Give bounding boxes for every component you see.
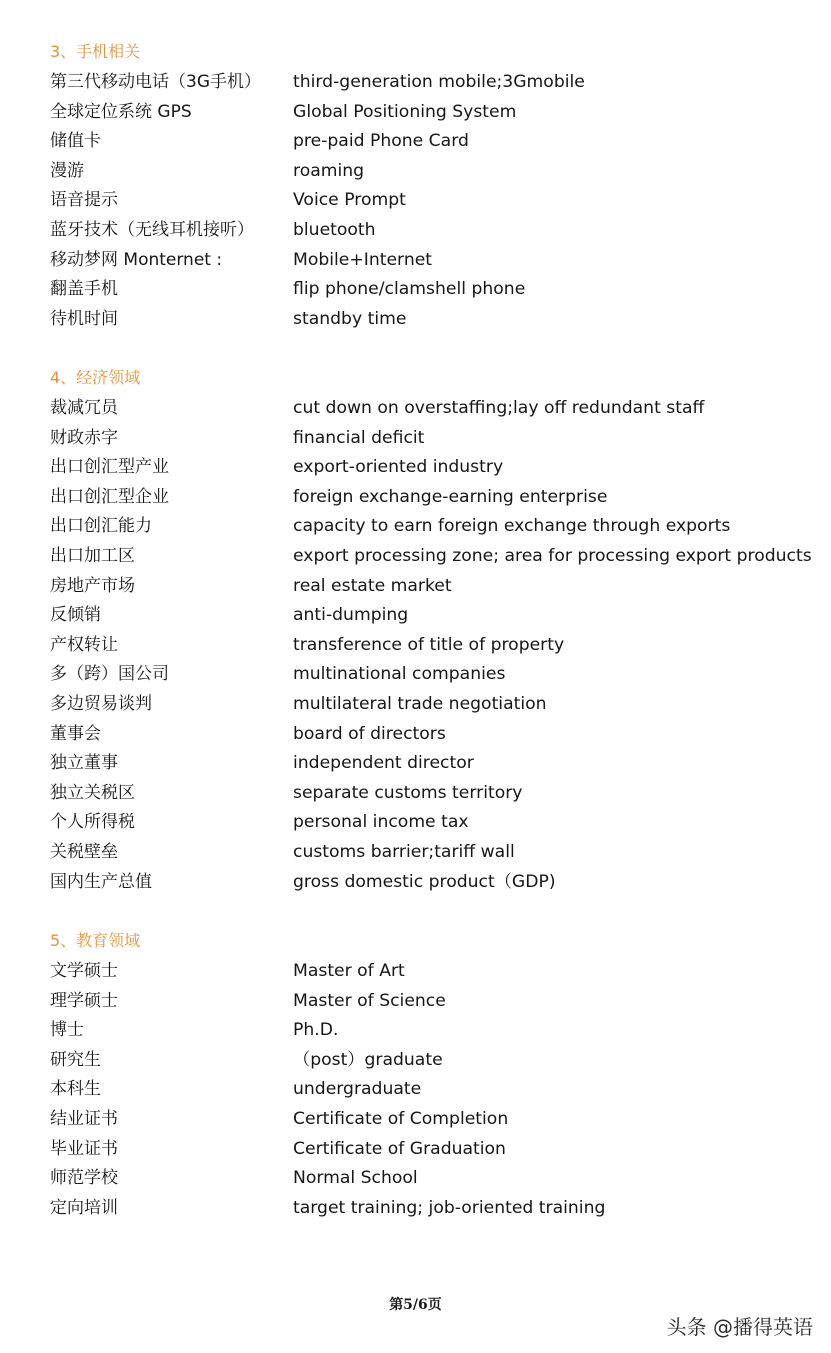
term-chinese: 文学硕士 (50, 961, 118, 981)
term-chinese: 反倾销 (50, 605, 101, 626)
term-row (0, 101, 831, 131)
term-english: Ph.D. (293, 1020, 339, 1041)
term-chinese: 蓝牙技术（无线耳机接听） (50, 220, 254, 240)
term-chinese: 全球定位系统 GPS (50, 101, 192, 122)
term-chinese: 国内生产总值 (50, 871, 152, 892)
term-row (0, 427, 831, 457)
term-chinese: 翻盖手机 (50, 279, 118, 300)
term-chinese: 储值卡 (50, 131, 101, 152)
term-chinese: 裁减冗员 (50, 398, 118, 418)
term-row (0, 71, 831, 101)
term-chinese: 独立董事 (50, 753, 118, 774)
term-chinese: 结业证书 (50, 1109, 118, 1129)
term-english: capacity to earn foreign exchange through exports (293, 516, 731, 537)
term-chinese: 出口创汇型企业 (50, 486, 169, 507)
term-chinese: 多边贸易谈判 (50, 694, 152, 714)
term-english: undergraduate (293, 1079, 422, 1100)
term-row (0, 249, 831, 279)
term-row (0, 1078, 831, 1108)
term-row (0, 990, 831, 1020)
term-chinese: 出口加工区 (50, 546, 135, 566)
term-chinese: 多（跨）国公司 (50, 664, 169, 685)
term-chinese: 待机时间 (50, 308, 118, 329)
term-english: transference of title of property (293, 634, 565, 655)
term-row (0, 1108, 831, 1138)
term-english: customs barrier;tariff wall (293, 842, 515, 862)
term-english: standby time (293, 308, 407, 329)
term-chinese: 房地产市场 (50, 575, 135, 596)
term-english: independent director (293, 753, 474, 774)
term-english: flip phone/clamshell phone (293, 279, 526, 300)
term-row (0, 278, 831, 308)
term-english: Normal School (293, 1168, 418, 1189)
term-english: Master of Art (293, 961, 405, 981)
section-title: 3、手机相关 (50, 42, 141, 61)
term-english: Global Positioning System (293, 101, 517, 122)
term-english: roaming (293, 160, 365, 181)
term-english: third-generation mobile;3Gmobile (293, 72, 585, 92)
term-row (0, 782, 831, 812)
term-english: export-oriented industry (293, 457, 504, 478)
term-english: Master of Science (293, 990, 446, 1011)
term-english: foreign exchange-earning enterprise (293, 486, 608, 507)
term-english: board of directors (293, 723, 446, 744)
term-english: pre-paid Phone Card (293, 131, 469, 152)
term-chinese: 产权转让 (50, 634, 118, 655)
term-chinese: 董事会 (50, 723, 101, 744)
term-chinese: 本科生 (50, 1079, 101, 1100)
term-chinese: 出口创汇能力 (50, 516, 152, 537)
term-english: cut down on overstaffing;lay off redundant staff (293, 398, 705, 418)
term-row (0, 693, 831, 723)
term-row (0, 634, 831, 664)
term-row (0, 160, 831, 190)
page-number: 第5/6页 (389, 1297, 442, 1313)
term-row (0, 397, 831, 427)
term-row (0, 752, 831, 782)
term-row (0, 1167, 831, 1197)
section-title: 5、教育领域 (50, 931, 141, 950)
term-chinese: 第三代移动电话（3G手机） (50, 72, 261, 92)
term-chinese: 独立关税区 (50, 782, 135, 803)
term-row (0, 811, 831, 841)
section-title: 4、经济领域 (50, 368, 141, 387)
term-english: gross domestic product（GDP) (293, 871, 556, 892)
term-english: personal income tax (293, 812, 469, 833)
term-chinese: 定向培训 (50, 1197, 118, 1218)
term-chinese: 移动梦网 Monternet : (50, 249, 223, 270)
term-row (0, 663, 831, 693)
term-english: multinational companies (293, 664, 506, 685)
term-row (0, 545, 831, 575)
term-row (0, 189, 831, 219)
term-english: Certificate of Completion (293, 1109, 509, 1129)
term-english: target training; job-oriented training (293, 1197, 606, 1218)
term-english: Mobile+Internet (293, 249, 433, 270)
term-row (0, 841, 831, 871)
term-row (0, 723, 831, 753)
term-chinese: 师范学校 (50, 1168, 118, 1189)
term-english: separate customs territory (293, 782, 523, 803)
term-row (0, 308, 831, 338)
term-row (0, 219, 831, 249)
term-chinese: 语音提示 (50, 190, 118, 211)
term-row (0, 871, 831, 901)
term-chinese: 毕业证书 (50, 1138, 118, 1159)
term-english: real estate market (293, 575, 452, 596)
term-chinese: 个人所得税 (50, 812, 135, 833)
term-row (0, 960, 831, 990)
term-row (0, 1138, 831, 1168)
term-chinese: 关税壁垒 (50, 842, 118, 862)
term-row (0, 130, 831, 160)
term-english: anti-dumping (293, 605, 409, 626)
term-row (0, 575, 831, 605)
term-english: bluetooth (293, 220, 376, 240)
term-english: Voice Prompt (293, 190, 406, 211)
term-chinese: 博士 (50, 1020, 84, 1041)
term-chinese: 理学硕士 (50, 990, 118, 1011)
term-chinese: 财政赤字 (50, 427, 118, 448)
term-row (0, 1197, 831, 1227)
term-english: Certificate of Graduation (293, 1138, 506, 1159)
term-row (0, 604, 831, 634)
term-chinese: 漫游 (50, 160, 84, 181)
term-english: export processing zone; area for processing export products (293, 546, 812, 566)
term-row (0, 1019, 831, 1049)
watermark: 头条 @播得英语 (666, 1315, 813, 1339)
term-row (0, 456, 831, 486)
term-english: financial deficit (293, 427, 425, 448)
term-chinese: 研究生 (50, 1049, 101, 1070)
term-row (0, 1049, 831, 1079)
term-row (0, 515, 831, 545)
term-chinese: 出口创汇型产业 (50, 457, 169, 478)
term-english: （post）graduate (293, 1049, 443, 1070)
term-english: multilateral trade negotiation (293, 694, 547, 714)
term-row (0, 486, 831, 516)
